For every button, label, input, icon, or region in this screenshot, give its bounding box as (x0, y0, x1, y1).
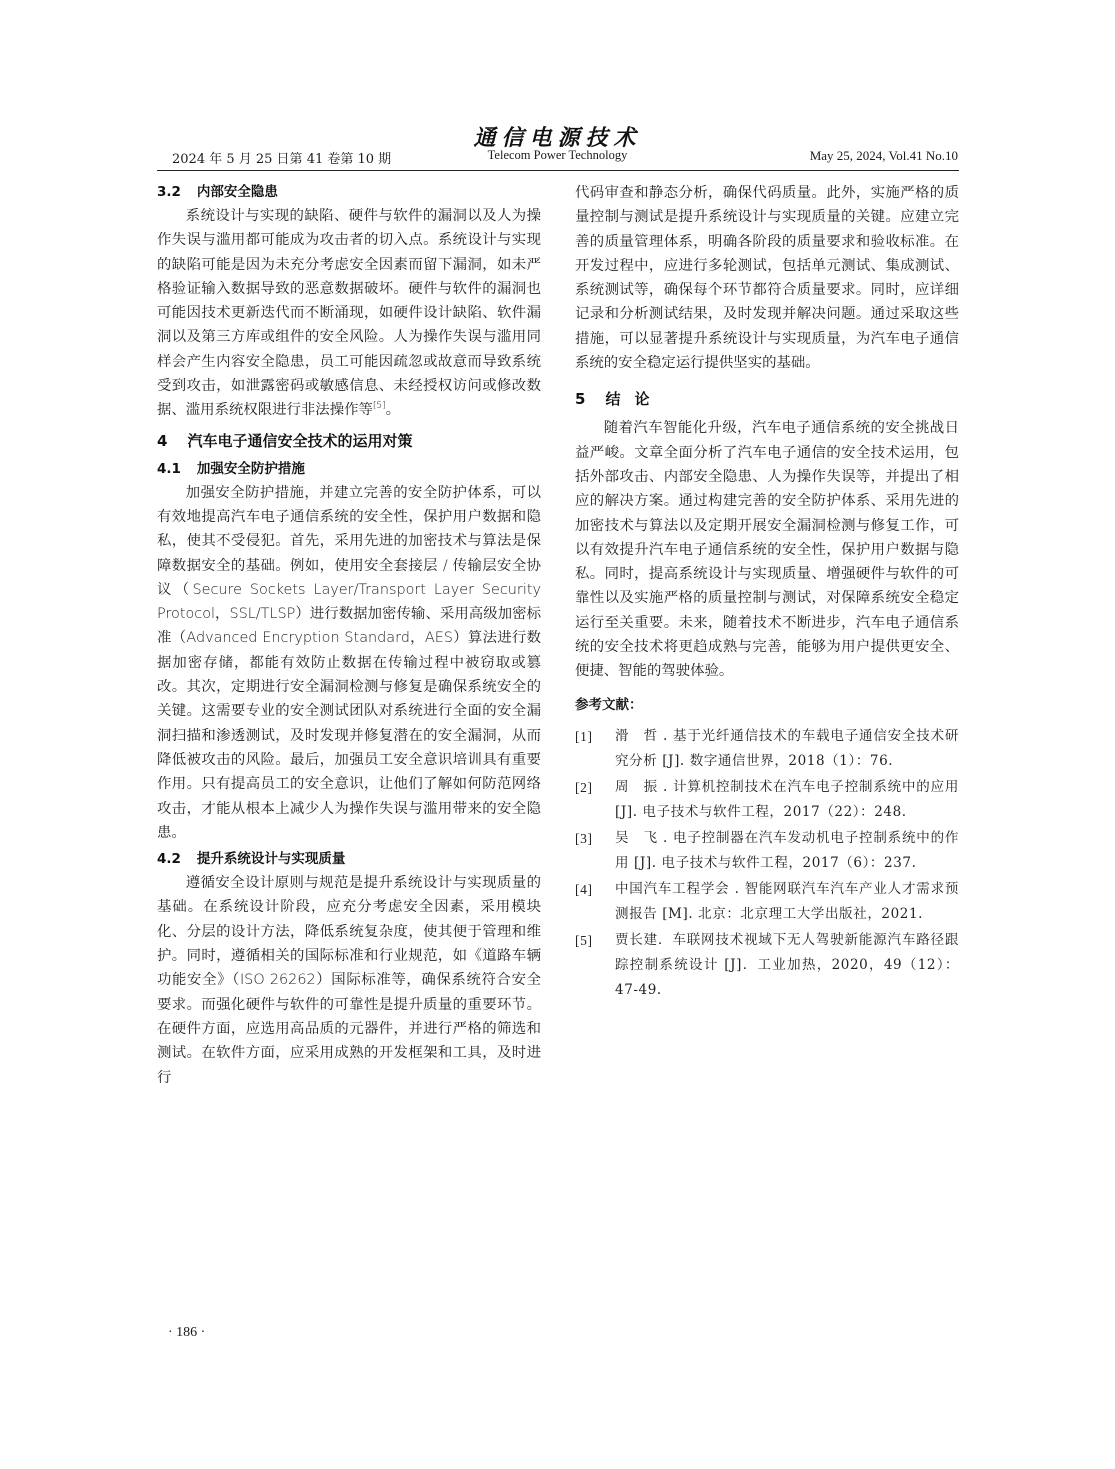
reference-text: 贾长建．车联网技术视域下无人驾驶新能源汽车路径跟踪控制系统设计 [J]．工业加热，2020，49（12）：47-49. (615, 931, 959, 998)
paragraph-end: 。 (385, 402, 401, 419)
section-title: 加强安全防护措施 (196, 460, 305, 477)
reference-index: [1] (575, 728, 593, 744)
section-3-2-heading (157, 181, 541, 203)
reference-item (575, 826, 959, 876)
section-title: 内部安全隐患 (196, 184, 278, 200)
section-number: 3.2 (157, 184, 181, 200)
right-column (575, 181, 959, 1004)
reference-text: 滑 哲 . 基于光纤通信技术的车载电子通信安全技术研究分析 [J]. 数字通信世界，2018（1）：76. (615, 727, 959, 769)
section-4-1-paragraph: 加强安全防护措施，并建立完善的安全防护体系，可以有效地提高汽车电子通信系统的安全性，保护用户数据和隐私，使其不受侵犯。首先，采用先进的加密技术与算法是保障数据安全的基础。例如，使用安全套接层 / 传输层安全协议（Secure Sockets Layer/Transport Layer Security Protocol，SSL/TLSP）进行数据加密传输、采用高级加密标准（Advanced Encryption Standard，AES）算法进行数据加密存储，都能有效防止数据在传输过程中被窃取或篡改。其次，定期进行安全漏洞检测与修复是确保系统安全的关键。这需要专业的安全测试团队对系统进行全面的安全漏洞扫描和渗透测试，及时发现并修复潜在的安全漏洞，从而降低被攻击的风险。最后，加强员工安全意识培训具有重要作用。只有提高员工的安全意识，让他们了解如何防范网络攻击，才能从根本上减少人为操作失误与滥用带来的安全隐患。 (157, 484, 541, 841)
header-issue-en: May 25, 2024, Vol.41 No.10 (809, 148, 958, 163)
section-4-1-heading (157, 458, 541, 480)
section-title: 结论 (605, 390, 664, 409)
reference-text: 吴 飞 . 电子控制器在汽车发动机电子控制系统中的作用 [J]. 电子技术与软件工程，2017（6）：237. (615, 829, 959, 871)
section-5-paragraph: 随着汽车智能化升级，汽车电子通信系统的安全挑战日益严峻。文章全面分析了汽车电子通信的安全技术运用，包括外部攻击、内部安全隐患、人为操作失误等，并提出了相应的解决方案。通过构建完善的安全防护体系、采用先进的加密技术与算法以及定期开展安全漏洞检测与修复工作，可以有效提升汽车电子通信系统的安全性，保护用户数据与隐私。同时，提高系统设计与实现质量、增强硬件与软件的可靠性以及实施严格的质量控制与测试，对保障系统安全稳定运行至关重要。未来，随着技术不断进步，汽车电子通信系统的安全技术将更趋成熟与完善，能够为用户提供更安全、便捷、智能的驾驶体验。 (575, 420, 959, 680)
section-title: 提升系统设计与实现质量 (196, 851, 346, 868)
section-number: 5 (575, 390, 586, 409)
section-title: 汽车电子通信安全技术的运用对策 (187, 431, 413, 450)
section-number: 4.1 (157, 460, 181, 477)
paragraph-text: 系统设计与实现的缺陷、硬件与软件的漏洞以及人为操作失误与滥用都可能成为攻击者的切入点。系统设计与实现的缺陷可能是因为未充分考虑安全因素而留下漏洞，如未严格验证输入数据导致的恶意数据破坏。硬件与软件的漏洞也可能因技术更新迭代而不断涌现，如硬件设计缺陷、软件漏洞以及第三方库或组件的安全风险。人为操作失误与滥用同样会产生内容安全隐患，员工可能因疏忽或故意而导致系统受到攻击，如泄露密码或敏感信息、未经授权访问或修改数据、滥用系统权限进行非法操作等 (157, 208, 541, 419)
journal-logo: 通信电源技术 (473, 125, 642, 151)
reference-item (575, 877, 959, 927)
section-number: 4 (157, 431, 168, 450)
page-number: · 186 · (168, 1325, 206, 1340)
reference-text: 中国汽车工程学会 . 智能网联汽车汽车产业人才需求预测报告 [M]. 北京：北京理工大学出版社，2021. (615, 880, 959, 922)
header-rule (157, 170, 959, 171)
reference-text: 周 振 . 计算机控制技术在汽车电子控制系统中的应用 [J]. 电子技术与软件工程，2017（22）：248. (615, 778, 959, 820)
reference-item (575, 928, 959, 1003)
section-3-2-paragraph (157, 204, 541, 423)
reference-index: [2] (575, 779, 593, 795)
left-column (157, 181, 541, 1090)
section-4-2-heading (157, 848, 541, 870)
header-journal-en: Telecom Power Technology (487, 148, 628, 162)
reference-index: [3] (575, 830, 593, 846)
reference-index: [4] (575, 881, 593, 897)
section-5-heading (575, 387, 959, 412)
reference-item (575, 775, 959, 825)
section-4-2-paragraph: 遵循安全设计原则与规范是提升系统设计与实现质量的基础。在系统设计阶段，应充分考虑安全因素，采用模块化、分层的设计方法，降低系统复杂度，使其便于管理和维护。同时，遵循相关的国际标准和行业规范，如《道路车辆功能安全》（ISO 26262）国际标准等，确保系统符合安全要求。而强化硬件与软件的可靠性是提升质量的重要环节。在硬件方面，应选用高品质的元器件，并进行严格的筛选和测试。在软件方面，应采用成熟的开发框架和工具，及时进行 (157, 875, 541, 1086)
section-4-heading (157, 429, 541, 454)
header-issue-cn: 2024 年 5 月 25 日第 41 卷第 10 期 (172, 152, 392, 167)
reference-item (575, 724, 959, 774)
references-heading: 参考文献： (575, 696, 643, 713)
section-number: 4.2 (157, 851, 181, 868)
reference-index: [5] (575, 932, 593, 948)
citation: [5] (372, 401, 386, 412)
section-4-2-paragraph-continued: 代码审查和静态分析，确保代码质量。此外，实施严格的质量控制与测试是提升系统设计与实现质量的关键。应建立完善的质量管理体系，明确各阶段的质量要求和验收标准。在开发过程中，应进行多轮测试，包括单元测试、集成测试、系统测试等，确保每个环节都符合质量要求。同时，应详细记录和分析测试结果，及时发现并解决问题。通过采取这些措施，可以显著提升系统设计与实现质量，为汽车电子通信系统的安全稳定运行提供坚实的基础。 (575, 185, 959, 372)
